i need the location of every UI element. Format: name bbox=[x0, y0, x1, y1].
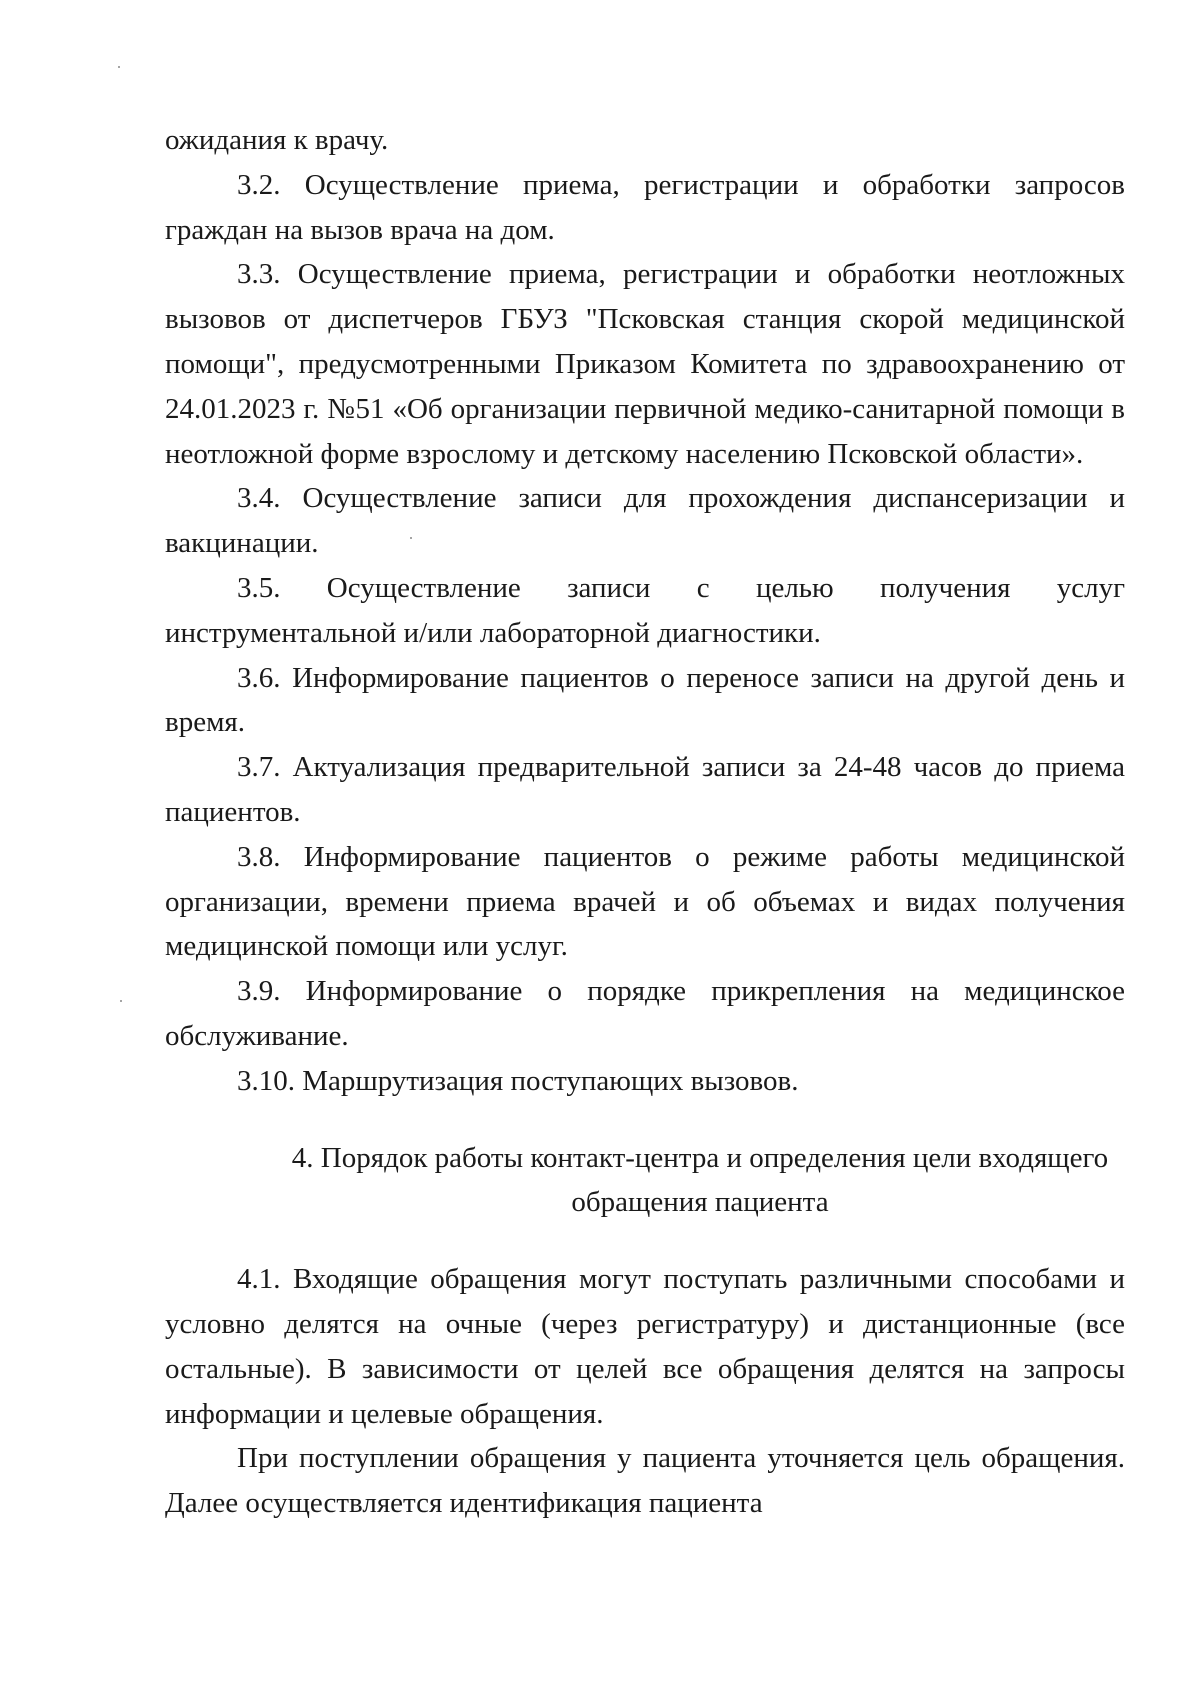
section-heading bbox=[165, 1136, 1125, 1226]
paragraph-3-5: 3.5. Осуществление записи с целью получения услуг инструментальной и/или лабораторной диагностики. bbox=[165, 571, 1125, 649]
paragraph-3-8: 3.8. Информирование пациентов о режиме работы медицинской организации, времени приема врачей и об объемах и видах получения медицинской помощи или услуг. bbox=[165, 840, 1125, 963]
continued-text: ожидания к врачу. bbox=[165, 124, 389, 156]
document-page bbox=[165, 118, 1125, 1526]
paragraph-3-3: 3.3. Осуществление приема, регистрации и обработки неотложных вызовов от диспетчеров ГБУЗ "Псковская станция скорой медицинской помощи", предусмотренными Приказом Комитета по здравоохранению от 24.01.2023 г. №51 «Об организации первичной медико-санитарной помощи в неотложной форме взрослому и детскому населению Псковской области». bbox=[165, 258, 1125, 470]
scan-speck bbox=[118, 66, 120, 68]
paragraph-3-10: 3.10. Маршрутизация поступающих вызовов. bbox=[237, 1064, 799, 1097]
paragraph-4-1-continued: При поступлении обращения у пациента уточняется цель обращения. Далее осуществляется идентификация пациента bbox=[165, 1442, 1125, 1520]
paragraph-3-9: 3.9. Информирование о порядке прикрепления на медицинское обслуживание. bbox=[165, 975, 1125, 1052]
paragraph-3-6: 3.6. Информирование пациентов о переносе записи на другой день и время. bbox=[165, 661, 1125, 739]
paragraph-3-2: 3.2. Осуществление приема, регистрации и обработки запросов граждан на вызов врача на дом. bbox=[165, 168, 1125, 246]
paragraph-3-7: 3.7. Актуализация предварительной записи за 24-48 часов до приема пациентов. bbox=[165, 751, 1125, 828]
paragraph-4-1: 4.1. Входящие обращения могут поступать различными способами и условно делятся на очные (через регистратуру) и дистанционные (все остальные). В зависимости от целей все обращения делятся на запросы информации и целевые обращения. bbox=[165, 1263, 1125, 1430]
paragraph-3-4: 3.4. Осуществление записи для прохождения диспансеризации и вакцинации. bbox=[165, 482, 1125, 560]
section-heading-line-1: 4. Порядок работы контакт-центра и определения цели входящего bbox=[291, 1141, 1109, 1174]
section-heading-line-2: обращения пациента bbox=[571, 1186, 829, 1219]
scan-speck bbox=[120, 1000, 122, 1002]
